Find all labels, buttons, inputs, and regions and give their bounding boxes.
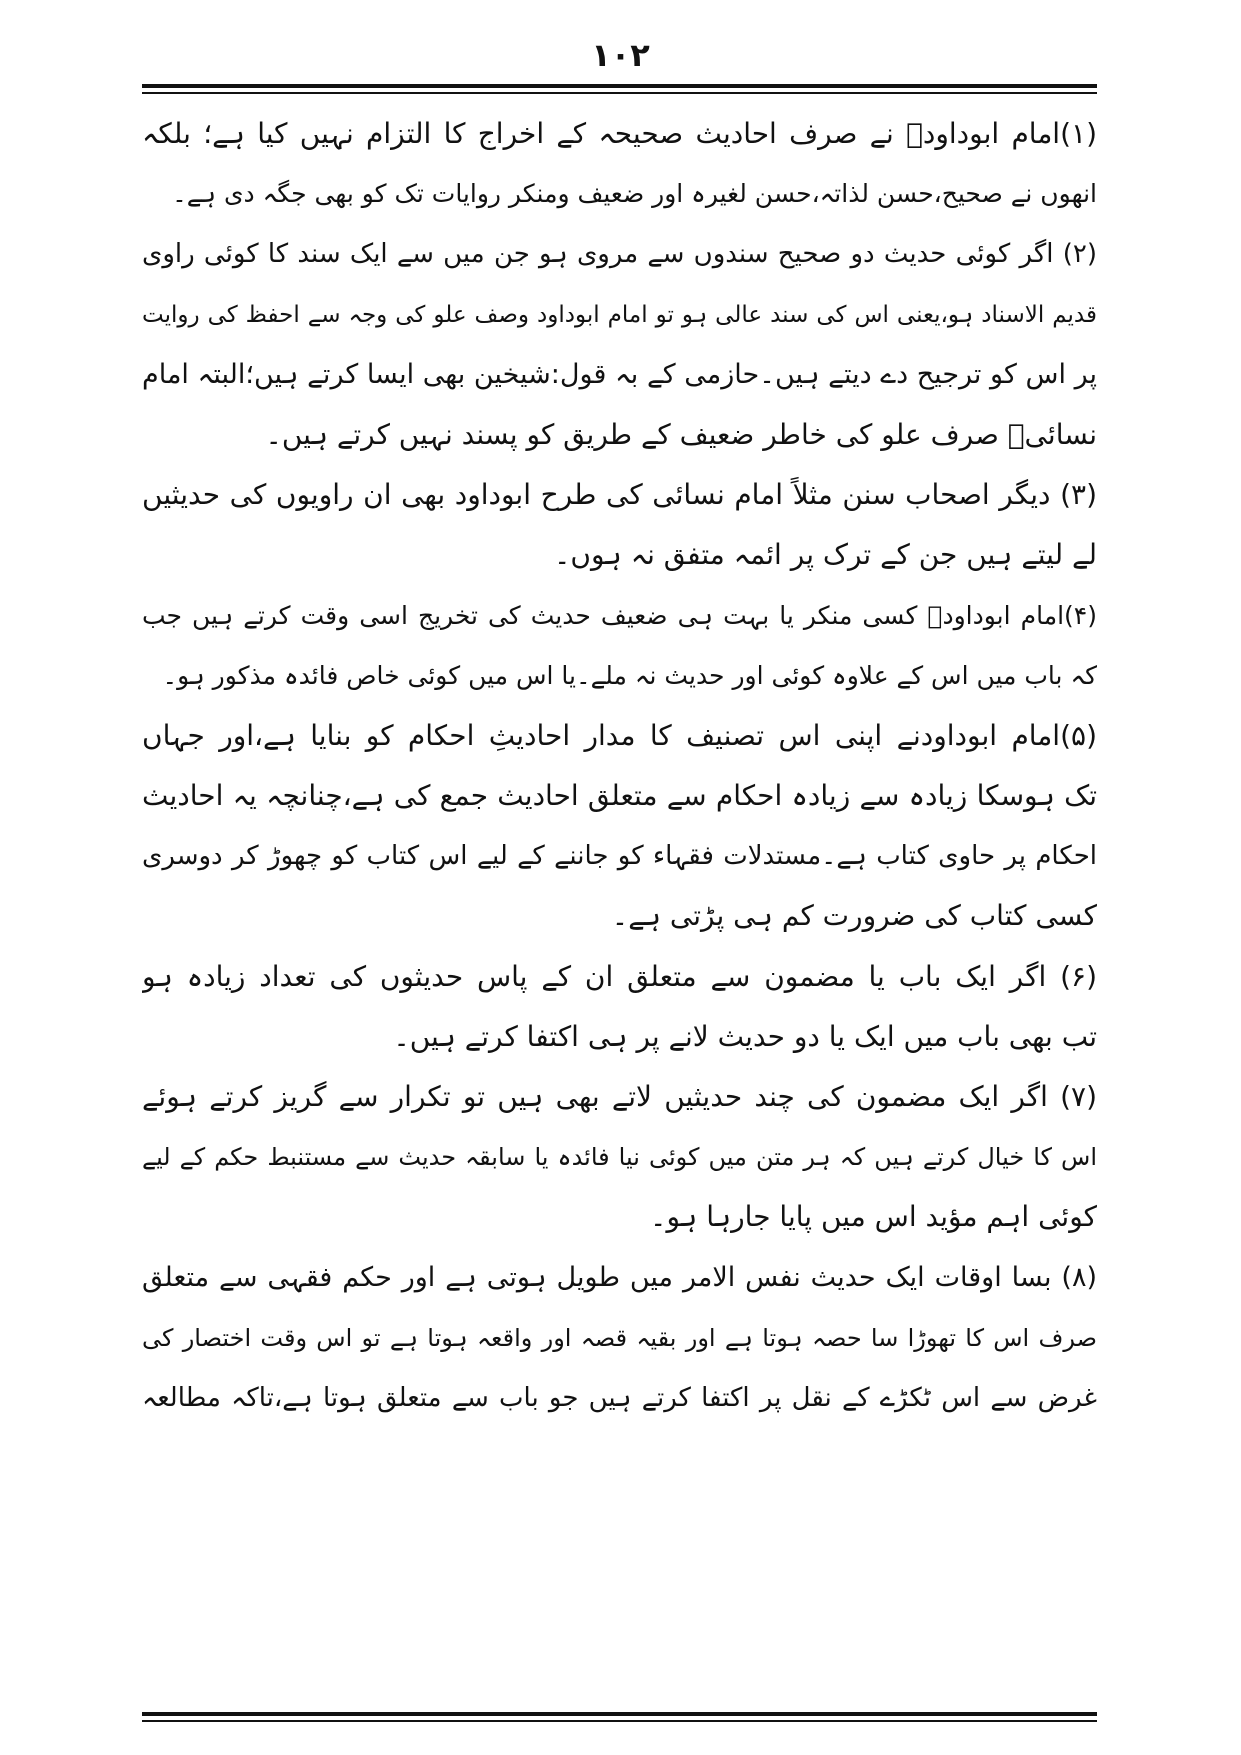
text-line: نسائیؒ صرف علو کی خاطر ضعیف کے طریق کو پسند نہیں کرتے ہیں۔ [265,417,1097,451]
text-line: کوئی اہم مؤید اس میں پایا جارہا ہو۔ [650,1200,1097,1234]
text-line: (۱)امام ابوداودؒ نے صرف احادیث صحیحہ کے اخراج کا التزام نہیں کیا ہے؛ بلکہ [142,117,1097,150]
text-line: پر اس کو ترجیح دے دیتے ہیں۔حازمی کے بہ قول:شیخین بھی ایسا کرتے ہیں؛البتہ امام [142,358,1097,390]
text-line: کسی کتاب کی ضرورت کم ہی پڑتی ہے۔ [611,899,1097,933]
text-line: تک ہوسکا زیادہ سے زیادہ احکام سے متعلق احادیث جمع کی ہے،چنانچہ یہ احادیث [142,779,1097,813]
footer-rule-thin [142,1720,1097,1722]
page-number: ۱۰۲ [591,36,650,74]
text-line: صرف اس کا تھوڑا سا حصہ ہوتا ہے اور بقیہ قصہ اور واقعہ ہوتا ہے تو اس وقت اختصار کی [142,1323,1097,1352]
text-line: (۴)امام ابوداودؒ کسی منکر یا بہت ہی ضعیف حدیث کی تخریج اسی وقت کرتے ہیں جب [142,600,1097,630]
body-text [142,104,1097,1428]
text-line: انھوں نے صحیح،حسن لذاتہ،حسن لغیرہ اور ضعیف ومنکر روایات تک کو بھی جگہ دی ہے۔ [172,179,1097,209]
footer-rule [142,1712,1097,1716]
text-line: (۸) بسا اوقات ایک حدیث نفس الامر میں طویل ہوتی ہے اور حکم فقہی سے متعلق [142,1261,1097,1293]
header-rule-thin [142,92,1097,94]
header-rule [142,84,1097,88]
text-line: (۵)امام ابوداودنے اپنی اس تصنیف کا مدار احادیثِ احکام کو بنایا ہے،اور جہاں [142,718,1097,752]
text-line: (۶) اگر ایک باب یا مضمون سے متعلق ان کے پاس حدیثوں کی تعداد زیادہ ہو [142,959,1097,993]
text-line: لے لیتے ہیں جن کے ترک پر ائمہ متفق نہ ہوں۔ [553,538,1097,572]
text-line: (۷) اگر ایک مضمون کی چند حدیثیں لاتے بھی ہیں تو تکرار سے گریز کرتے ہوئے [142,1080,1097,1113]
text-line: قدیم الاسناد ہو،یعنی اس کی سند عالی ہو تو امام ابوداود وصف علو کی وجہ سے احفظ کی روایت [142,301,1097,328]
text-line: غرض سے اس ٹکڑے کے نقل پر اکتفا کرتے ہیں جو باب سے متعلق ہوتا ہے،تاکہ مطالعہ [142,1382,1097,1413]
text-line: تب بھی باب میں ایک یا دو حدیث لانے پر ہی اکتفا کرتے ہیں۔ [393,1019,1097,1053]
text-line: اس کا خیال کرتے ہیں کہ ہر متن میں کوئی نیا فائدہ یا سابقہ حدیث سے مستنبط حکم کے لیے [142,1143,1097,1172]
text-line: احکام پر حاوی کتاب ہے۔مستدلات فقہاء کو جاننے کے لیے اس کتاب کو چھوڑ کر دوسری [142,841,1097,872]
text-line: کہ باب میں اس کے علاوہ کوئی اور حدیث نہ ملے۔یا اس میں کوئی خاص فائدہ مذکور ہو۔ [162,660,1097,690]
text-line: (۲) اگر کوئی حدیث دو صحیح سندوں سے مروی ہو جن میں سے ایک سند کا کوئی راوی [142,239,1097,270]
text-line: (۳) دیگر اصحاب سنن مثلاً امام نسائی کی طرح ابوداود بھی ان راویوں کی حدیثیں [142,478,1097,512]
